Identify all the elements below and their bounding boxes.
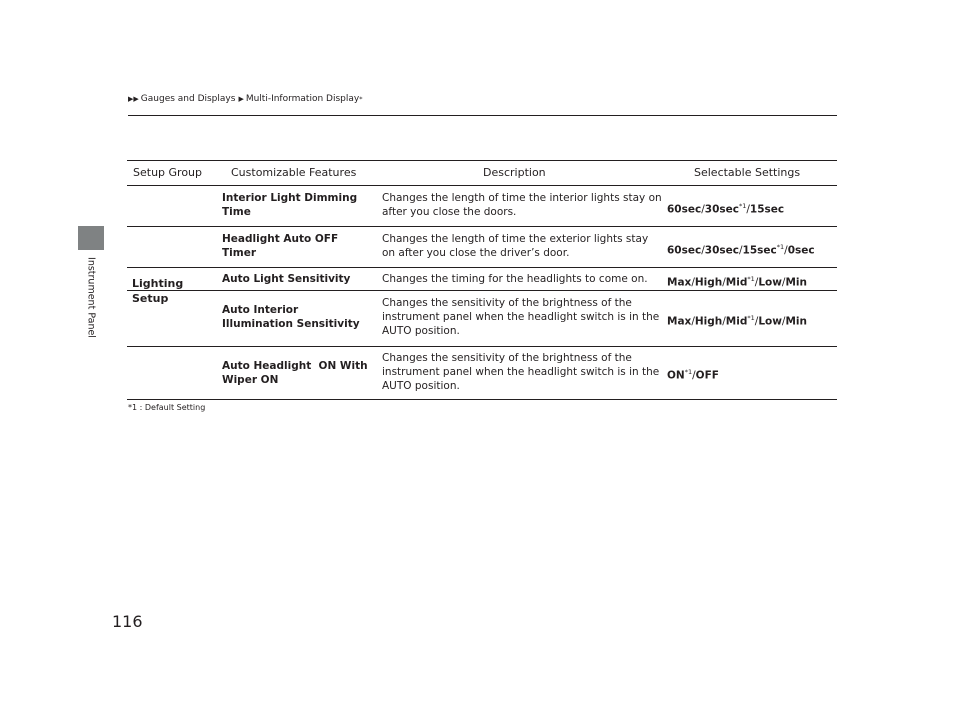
- feature-description: Changes the sensitivity of the brightness of the instrument panel when the headlight switch is in the AUTO position.: [382, 297, 660, 337]
- col-header-settings: Selectable Settings: [694, 166, 801, 179]
- breadcrumb-arrow-icon: ▶: [238, 95, 244, 103]
- feature-name: Auto Interior Illumination Sensitivity: [222, 304, 360, 330]
- feature-description: Changes the length of time the exterior lights stay on after you close the driver’s door.: [382, 233, 649, 259]
- settings-table: [127, 160, 837, 400]
- table-row: [127, 227, 837, 268]
- breadcrumb-arrow-icon: ▶▶: [128, 95, 139, 103]
- chapter-tab-marker: [78, 226, 104, 250]
- table-row: [127, 268, 837, 291]
- chapter-tab-label: Instrument Panel: [85, 257, 97, 338]
- breadcrumb: [128, 94, 362, 104]
- feature-name: Headlight Auto OFF Timer: [222, 233, 339, 259]
- footnote: *1 : Default Setting: [128, 403, 206, 412]
- feature-name: Interior Light Dimming Time: [222, 192, 358, 218]
- selectable-settings: Max/High/Mid$^{*1}$/Low/Min: [667, 275, 807, 289]
- selectable-settings: $60\sec/30\sec/15\sec^{*1}/0\sec$: [667, 243, 815, 257]
- table-row: [127, 291, 837, 347]
- feature-description: Changes the timing for the headlights to come on.: [382, 273, 648, 285]
- selectable-settings: Max/High/Mid$^{*1}$/Low/Min: [667, 314, 807, 328]
- selectable-settings: $60\sec/30\sec^{*1}/15\sec$: [667, 202, 785, 216]
- feature-name: Auto Headlight ON With Wiper ON: [222, 360, 368, 386]
- col-header-description: Description: [483, 166, 546, 179]
- table-row: [127, 347, 837, 400]
- table-row: [127, 186, 837, 227]
- breadcrumb-item-mid[interactable]: Multi-Information Display: [245, 94, 360, 104]
- header-rule: [128, 115, 837, 116]
- feature-name: Auto Light Sensitivity: [222, 273, 351, 285]
- feature-description: Changes the length of time the interior lights stay on after you close the doors.: [382, 192, 662, 218]
- page-number: 116: [112, 612, 143, 631]
- breadcrumb-item-gauges[interactable]: Gauges and Displays: [140, 94, 236, 104]
- col-header-group: Setup Group: [133, 166, 203, 179]
- setup-group-label: Lighting Setup: [132, 277, 184, 305]
- col-header-feature: Customizable Features: [231, 166, 357, 179]
- table-header-row: [127, 160, 837, 186]
- feature-description: Changes the sensitivity of the brightness of the instrument panel when the headlight switch is in the AUTO position.: [382, 352, 660, 392]
- breadcrumb-star: *: [359, 95, 363, 103]
- selectable-settings: ON$^{*1}$/OFF: [667, 368, 719, 382]
